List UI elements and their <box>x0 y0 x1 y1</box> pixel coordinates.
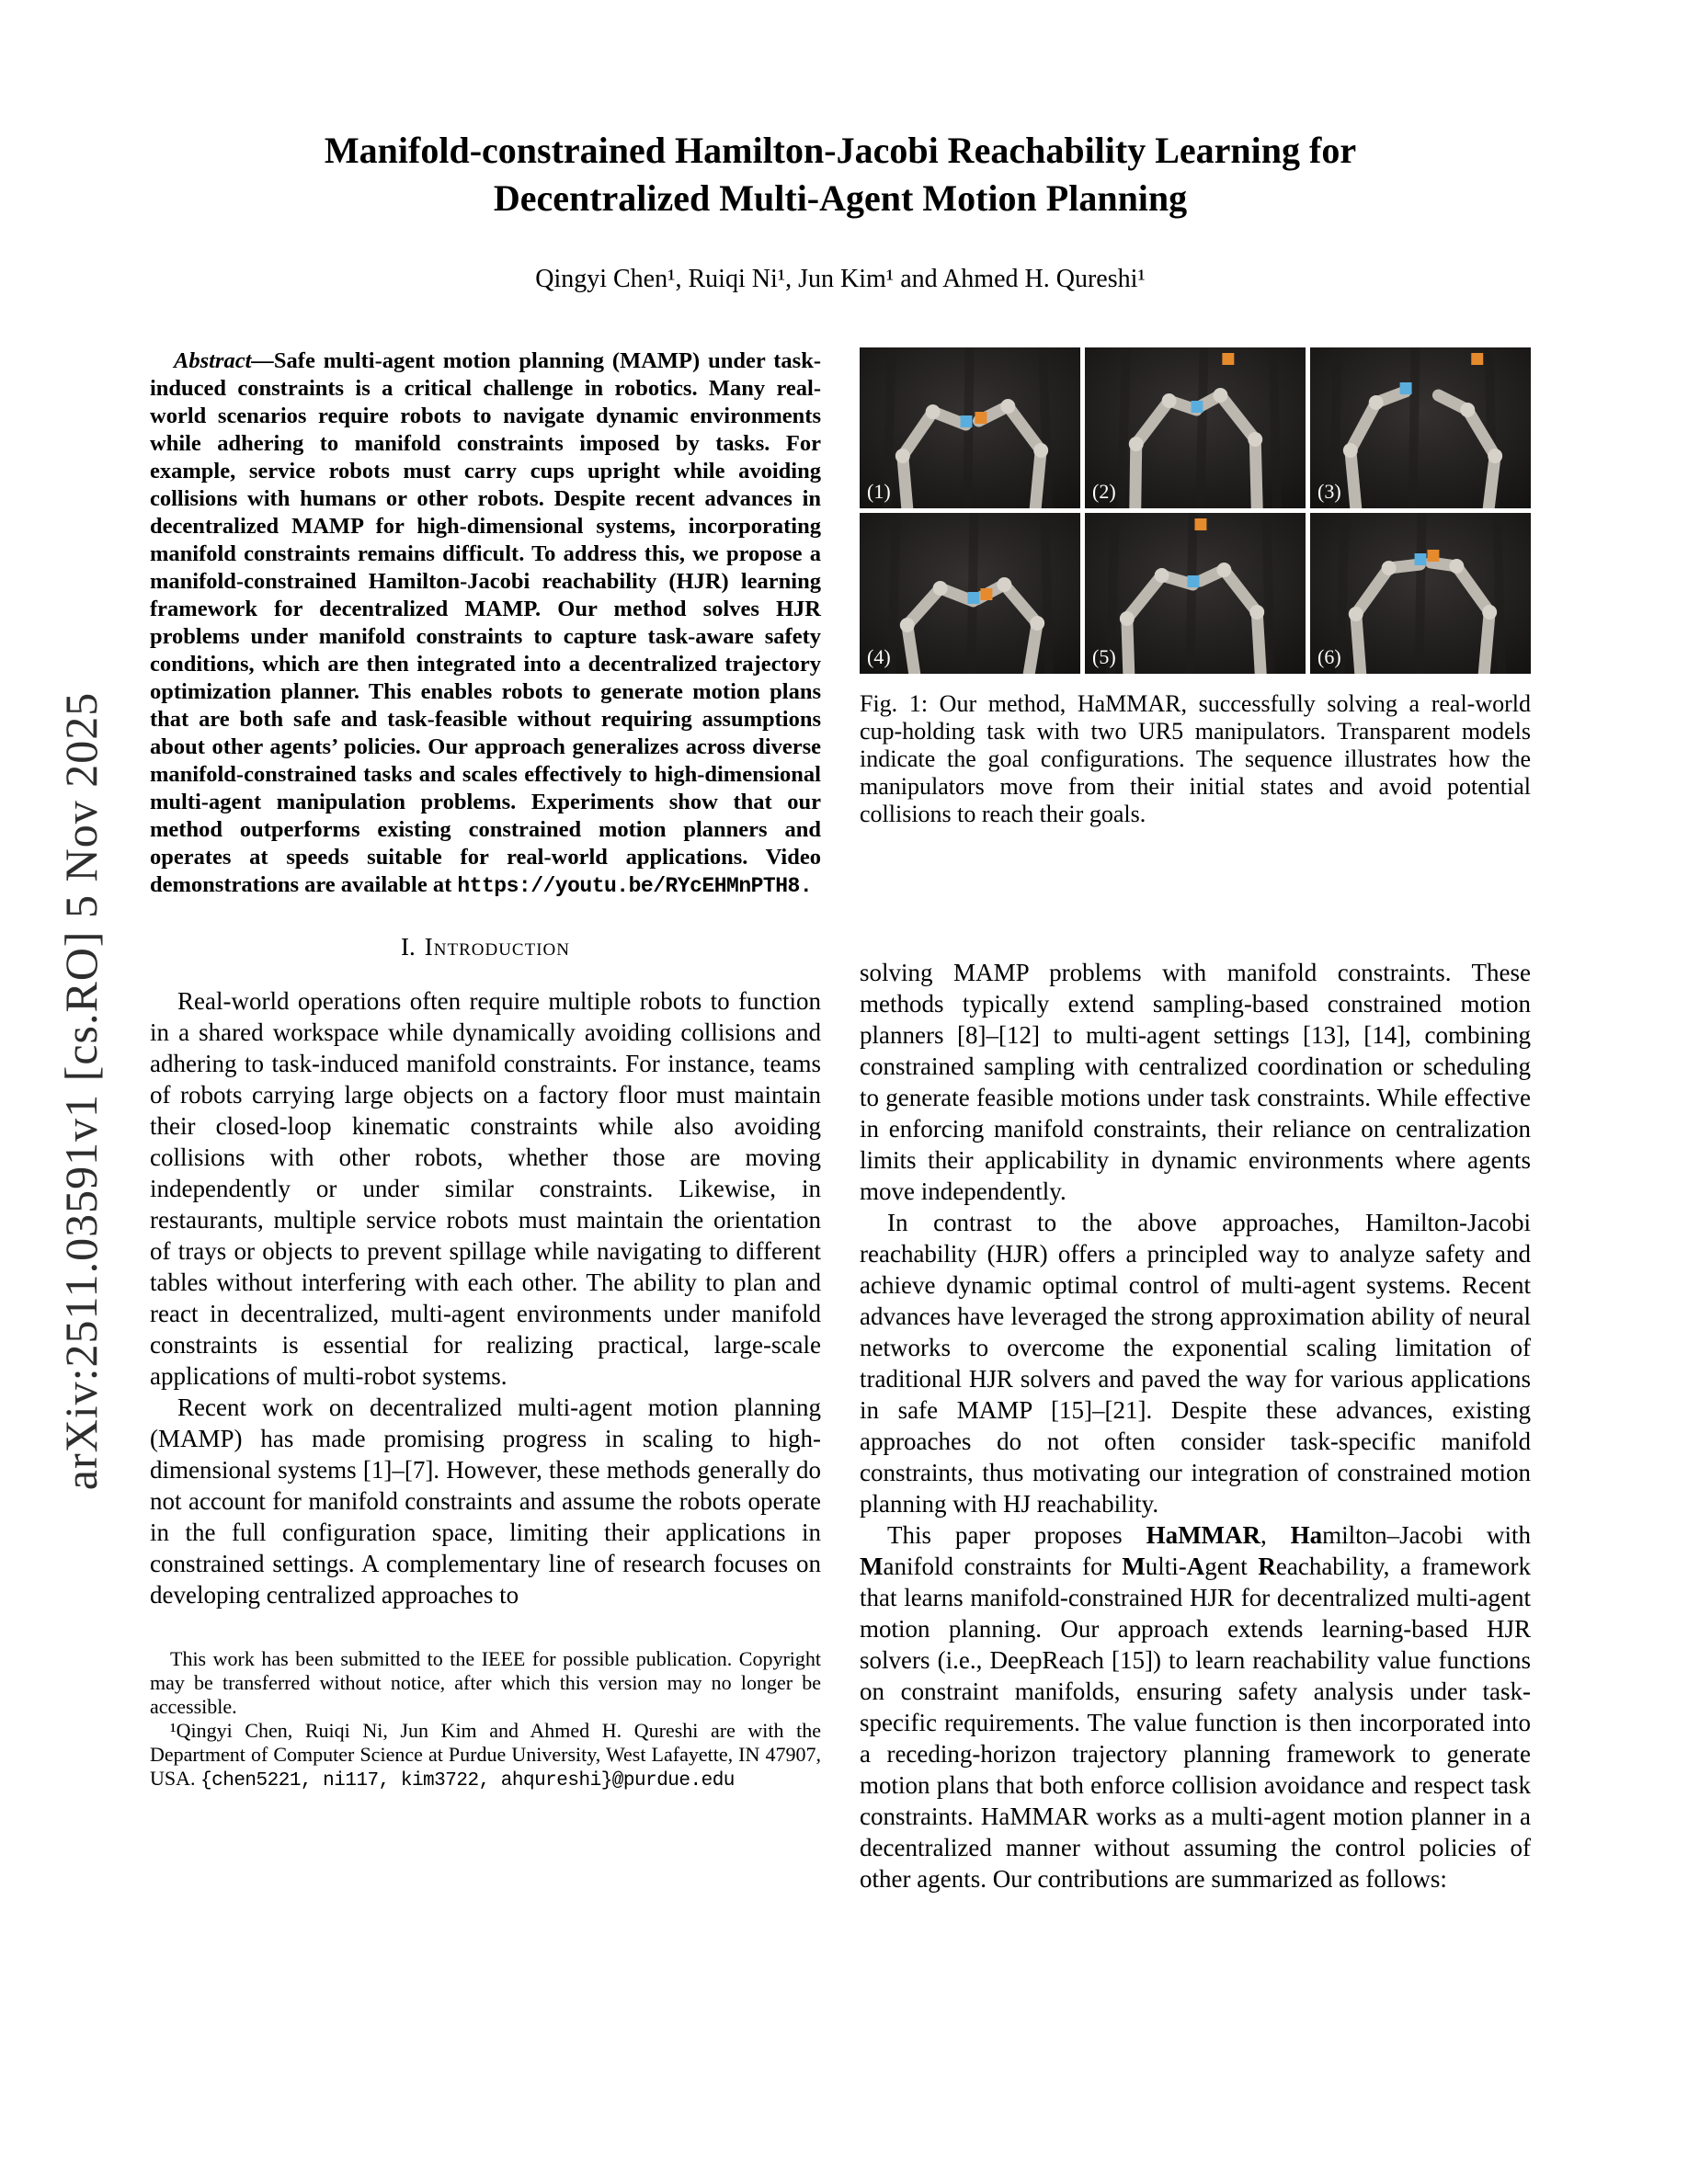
text-run: This paper proposes <box>887 1521 1146 1549</box>
acronym-letter: Ha <box>1290 1521 1323 1549</box>
author-emails: {chen5221, ni117, kim3722, ahqureshi}@purdue.edu <box>200 1770 735 1792</box>
body-paragraph-continuation: solving MAMP problems with manifold constraints. These methods typically extend sampling-based constrained motion planners [8]–[12] to multi-agent settings [13], [14], combining constrained sampling with centralized coordination or scheduling to generate feasible motions under task constraints. While effective in enforcing manifold constraints, their reliance on centralization limits their applicability in dynamic environments where agents move independently. <box>860 959 1531 1205</box>
body-paragraph-hjr: In contrast to the above approaches, Hamilton-Jacobi reachability (HJR) offers a principled way to analyze safety and achieve dynamic optimal control of multi-agent systems. Recent advances have leveraged the strong approximation ability of neural networks to overcome the exponential scaling limitation of traditional HJR solvers and paved the way for various applications in safe MAMP [15]–[21]. Despite these advances, existing approaches do not often consider task-specific manifold constraints, thus motivating our integration of constrained motion planning with HJ reachability. <box>860 1209 1531 1518</box>
acronym-letter: A <box>1186 1553 1205 1580</box>
text-run: ulti- <box>1145 1553 1187 1580</box>
robot-arm-photo <box>860 513 1080 674</box>
panel-label: (5) <box>1092 645 1116 668</box>
footnote-submission-notice: This work has been submitted to the IEEE for possible publication. Copyright may be transferred without notice, after which this version may no longer be accessible. <box>150 1647 821 1718</box>
figure-1 <box>860 347 1531 828</box>
robot-arm-photo <box>1310 347 1531 508</box>
body-paragraph-hammar <box>860 1519 1531 1894</box>
footnotes <box>150 1647 821 1793</box>
figure-panel-1 <box>860 347 1080 508</box>
figure-panel-6 <box>1310 513 1531 674</box>
panel-label: (6) <box>1317 645 1341 668</box>
panel-label: (1) <box>867 480 891 503</box>
abstract-label: Abstract— <box>174 348 274 373</box>
robot-arm-photo <box>1085 513 1306 674</box>
abstract-body: Safe multi-agent motion planning (MAMP) under task-induced constraints is a critical challenge in robotics. Many real-world scenarios require robots to navigate dynamic environments while adhering to manifold constraints imposed by tasks. For example, service robots must carry cups upright while avoiding collisions with humans or other robots. Despite recent advances in decentralized MAMP for high-dimensional systems, incorporating manifold constraints remains difficult. To address this, we propose a manifold-constrained Hamilton-Jacobi reachability (HJR) learning framework for decentralized MAMP. Our method solves HJR problems under manifold constraints to capture task-aware safety conditions, which are then integrated into a decentralized trajectory optimization planner. This enables robots to generate motion plans that are both safe and task-feasible without requiring assumptions about other agents’ policies. Our approach generalizes across diverse manifold-constrained tasks and scales effectively to high-dimensional multi-agent manipulation problems. Experiments show that our method outperforms existing constrained motion planners and operates at speeds suitable for real-world applications. Video demonstrations are available at <box>150 348 821 897</box>
figure-panel-4 <box>860 513 1080 674</box>
robot-arm-photo <box>860 347 1080 508</box>
text-run: gent <box>1204 1553 1259 1580</box>
figure-panel-5 <box>1085 513 1306 674</box>
two-column-body <box>150 347 1531 1894</box>
abstract <box>150 347 821 900</box>
figure-1-caption: Fig. 1: Our method, HaMMAR, successfully solving a real-world cup-holding task with two UR5 manipulators. Transparent models indicate the goal configurations. The sequence illustrates how the manipulators move from their initial states and avoid potential collisions to reach their goals. <box>860 690 1531 827</box>
section-title: Introduction <box>424 933 570 961</box>
affiliation-text: ¹Qingyi Chen, Ruiqi Ni, Jun Kim and Ahmed H. Qureshi are with the Department of Computer Science at Purdue University, West Lafayette, IN 47907, USA. <box>150 1719 821 1790</box>
acronym-letter: M <box>1122 1553 1146 1580</box>
panel-label: (3) <box>1317 480 1341 503</box>
video-demo-link[interactable]: https://youtu.be/RYcEHMnPTH8. <box>457 874 813 898</box>
hammar-acronym: HaMMAR <box>1146 1521 1261 1549</box>
right-column <box>860 347 1531 1894</box>
text-run: eachability, a framework that learns manifold-constrained HJR for decentralized multi-agent motion planning. Our approach extends learning-based HJR solvers (i.e., DeepReach [15]) to learn reachability value functions on constraint manifolds, ensuring safety analysis under task-specific requirements. The value function is then incorporated into a receding-horizon trajectory planning framework to generate motion plans that both enforce collision avoidance and respect task constraints. HaMMAR works as a multi-agent motion planner in a decentralized manner without assuming the control policies of other agents. Our contributions are summarized as follows: <box>860 1553 1531 1893</box>
section-number: I. <box>401 933 416 961</box>
robot-arm-photo <box>1085 347 1306 508</box>
acronym-letter: R <box>1258 1553 1276 1580</box>
arxiv-stamp: arXiv:2511.03591v1 [cs.RO] 5 Nov 2025 <box>55 691 107 1491</box>
intro-paragraph-2: Recent work on decentralized multi-agent motion planning (MAMP) has made promising progress in scaling to high-dimensional systems [1]–[7]. However, these methods generally do not account for manifold constraints and assume the robots operate in the full configuration space, limiting their applications in constrained settings. A complementary line of research focuses on developing centralized approaches to <box>150 1393 821 1609</box>
text-run: milton–Jacobi with <box>1322 1521 1532 1549</box>
panel-label: (2) <box>1092 480 1116 503</box>
paper-page <box>150 0 1531 1894</box>
text-run: , <box>1260 1521 1291 1549</box>
footnote-affiliation <box>150 1719 821 1793</box>
robot-arm-photo <box>1310 513 1531 674</box>
text-run: anifold constraints for <box>883 1553 1123 1580</box>
acronym-letter: M <box>860 1553 884 1580</box>
left-column <box>150 347 821 1894</box>
intro-paragraph-1: Real-world operations often require multiple robots to function in a shared workspace while dynamically avoiding collisions and adhering to task-induced manifold constraints. For instance, teams of robots carrying large objects on a factory floor must maintain their closed-loop kinematic constraints while also avoiding collisions with other robots, whether those are moving independently or under similar constraints. Likewise, in restaurants, multiple service robots must maintain the orientation of trays or objects to prevent spillage while navigating to different tables without interfering with each other. The ability to plan and react in decentralized, multi-agent environments under manifold constraints is essential for realizing practical, large-scale applications of multi-robot systems. <box>150 987 821 1390</box>
figure-panel-2 <box>1085 347 1306 508</box>
section-heading-introduction <box>150 933 821 961</box>
panel-label: (4) <box>867 645 891 668</box>
author-list: Qingyi Chen¹, Ruiqi Ni¹, Jun Kim¹ and Ahmed H. Qureshi¹ <box>535 265 1146 293</box>
paper-title: Manifold-constrained Hamilton-Jacobi Reachability Learning for Decentralized Multi-Agent Motion Planning <box>324 130 1357 219</box>
figure-1-image-grid <box>860 347 1531 674</box>
figure-panel-3 <box>1310 347 1531 508</box>
